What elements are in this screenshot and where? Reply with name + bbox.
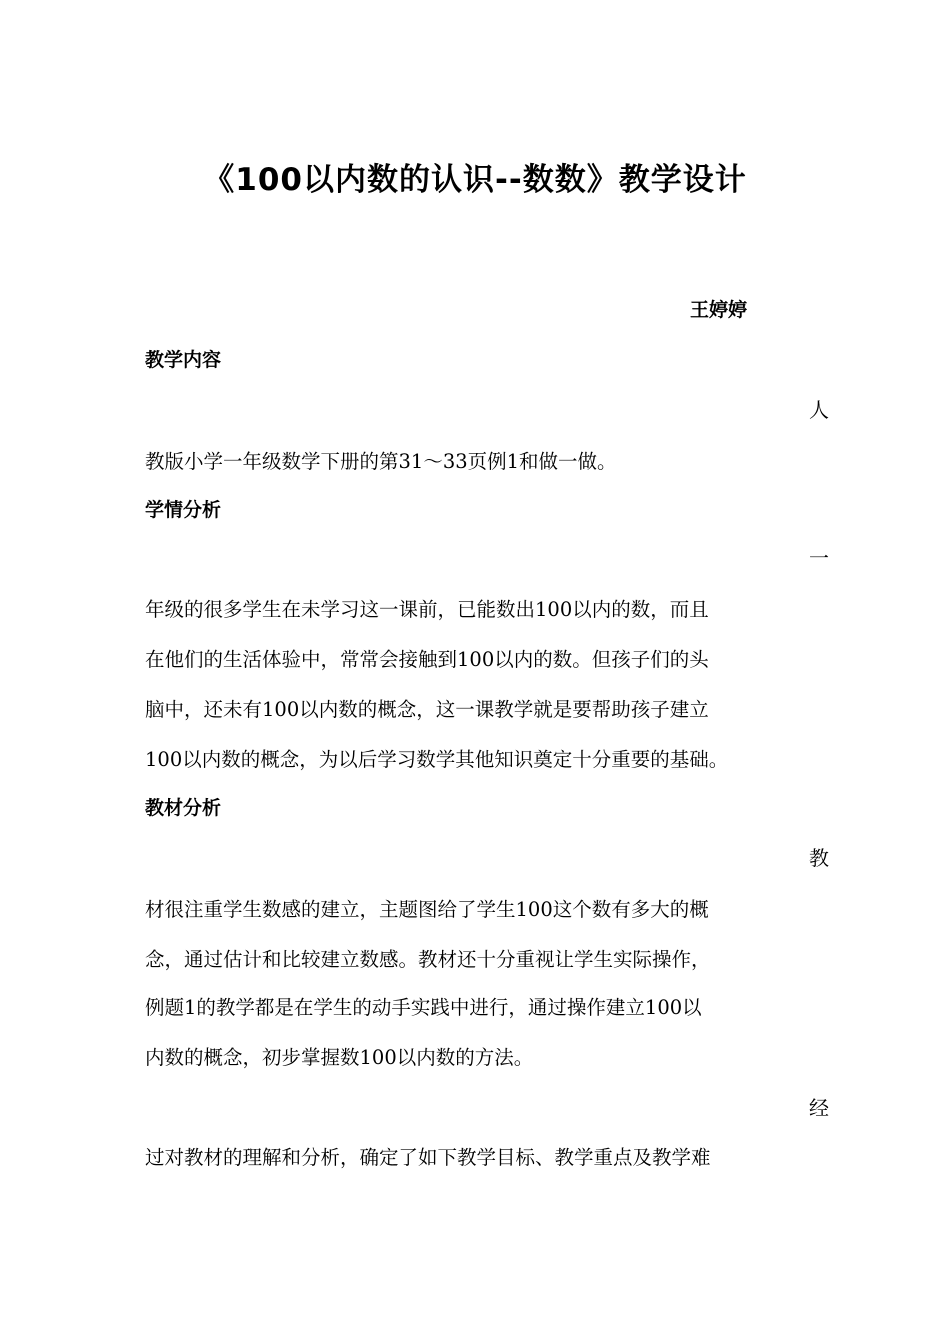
section-heading-content: 教学内容 (145, 349, 222, 371)
paragraph-line: 年级的很多学生在未学习这一课前，已能数出100以内的数，而且 (145, 598, 709, 621)
paragraph-line: 过对教材的理解和分析，确定了如下教学目标、教学重点及教学难 (145, 1146, 711, 1169)
paragraph-line: 在他们的生活体验中，常常会接触到100以内的数。但孩子们的头 (145, 648, 709, 671)
author-name: 王婷婷 (690, 299, 748, 321)
section-heading-textbook-analysis: 教材分析 (145, 797, 222, 819)
paragraph-line: 念，通过估计和比较建立数感。教材还十分重视让学生实际操作， (145, 948, 711, 971)
paragraph-line: 脑中，还未有100以内数的概念，这一课教学就是要帮助孩子建立 (145, 698, 709, 721)
paragraph-line: 100以内数的概念，为以后学习数学其他知识奠定十分重要的基础。 (145, 748, 729, 771)
paragraph-line: 材很注重学生数感的建立，主题图给了学生100这个数有多大的概 (145, 898, 709, 921)
section-heading-student-analysis: 学情分析 (145, 499, 222, 521)
section-lead-char: 人 (809, 398, 829, 422)
paragraph-line: 内数的概念，初步掌握数100以内数的方法。 (145, 1046, 534, 1069)
paragraph-lead-char: 经 (809, 1096, 829, 1120)
document-title: 《100以内数的认识--数数》教学设计 (203, 162, 747, 198)
paragraph-line: 教版小学一年级数学下册的第31～33页例1和做一做。 (145, 450, 617, 473)
section-lead-char: 一 (809, 546, 829, 570)
section-lead-char: 教 (809, 846, 829, 870)
paragraph-line: 例题1的教学都是在学生的动手实践中进行，通过操作建立100以 (145, 996, 702, 1019)
